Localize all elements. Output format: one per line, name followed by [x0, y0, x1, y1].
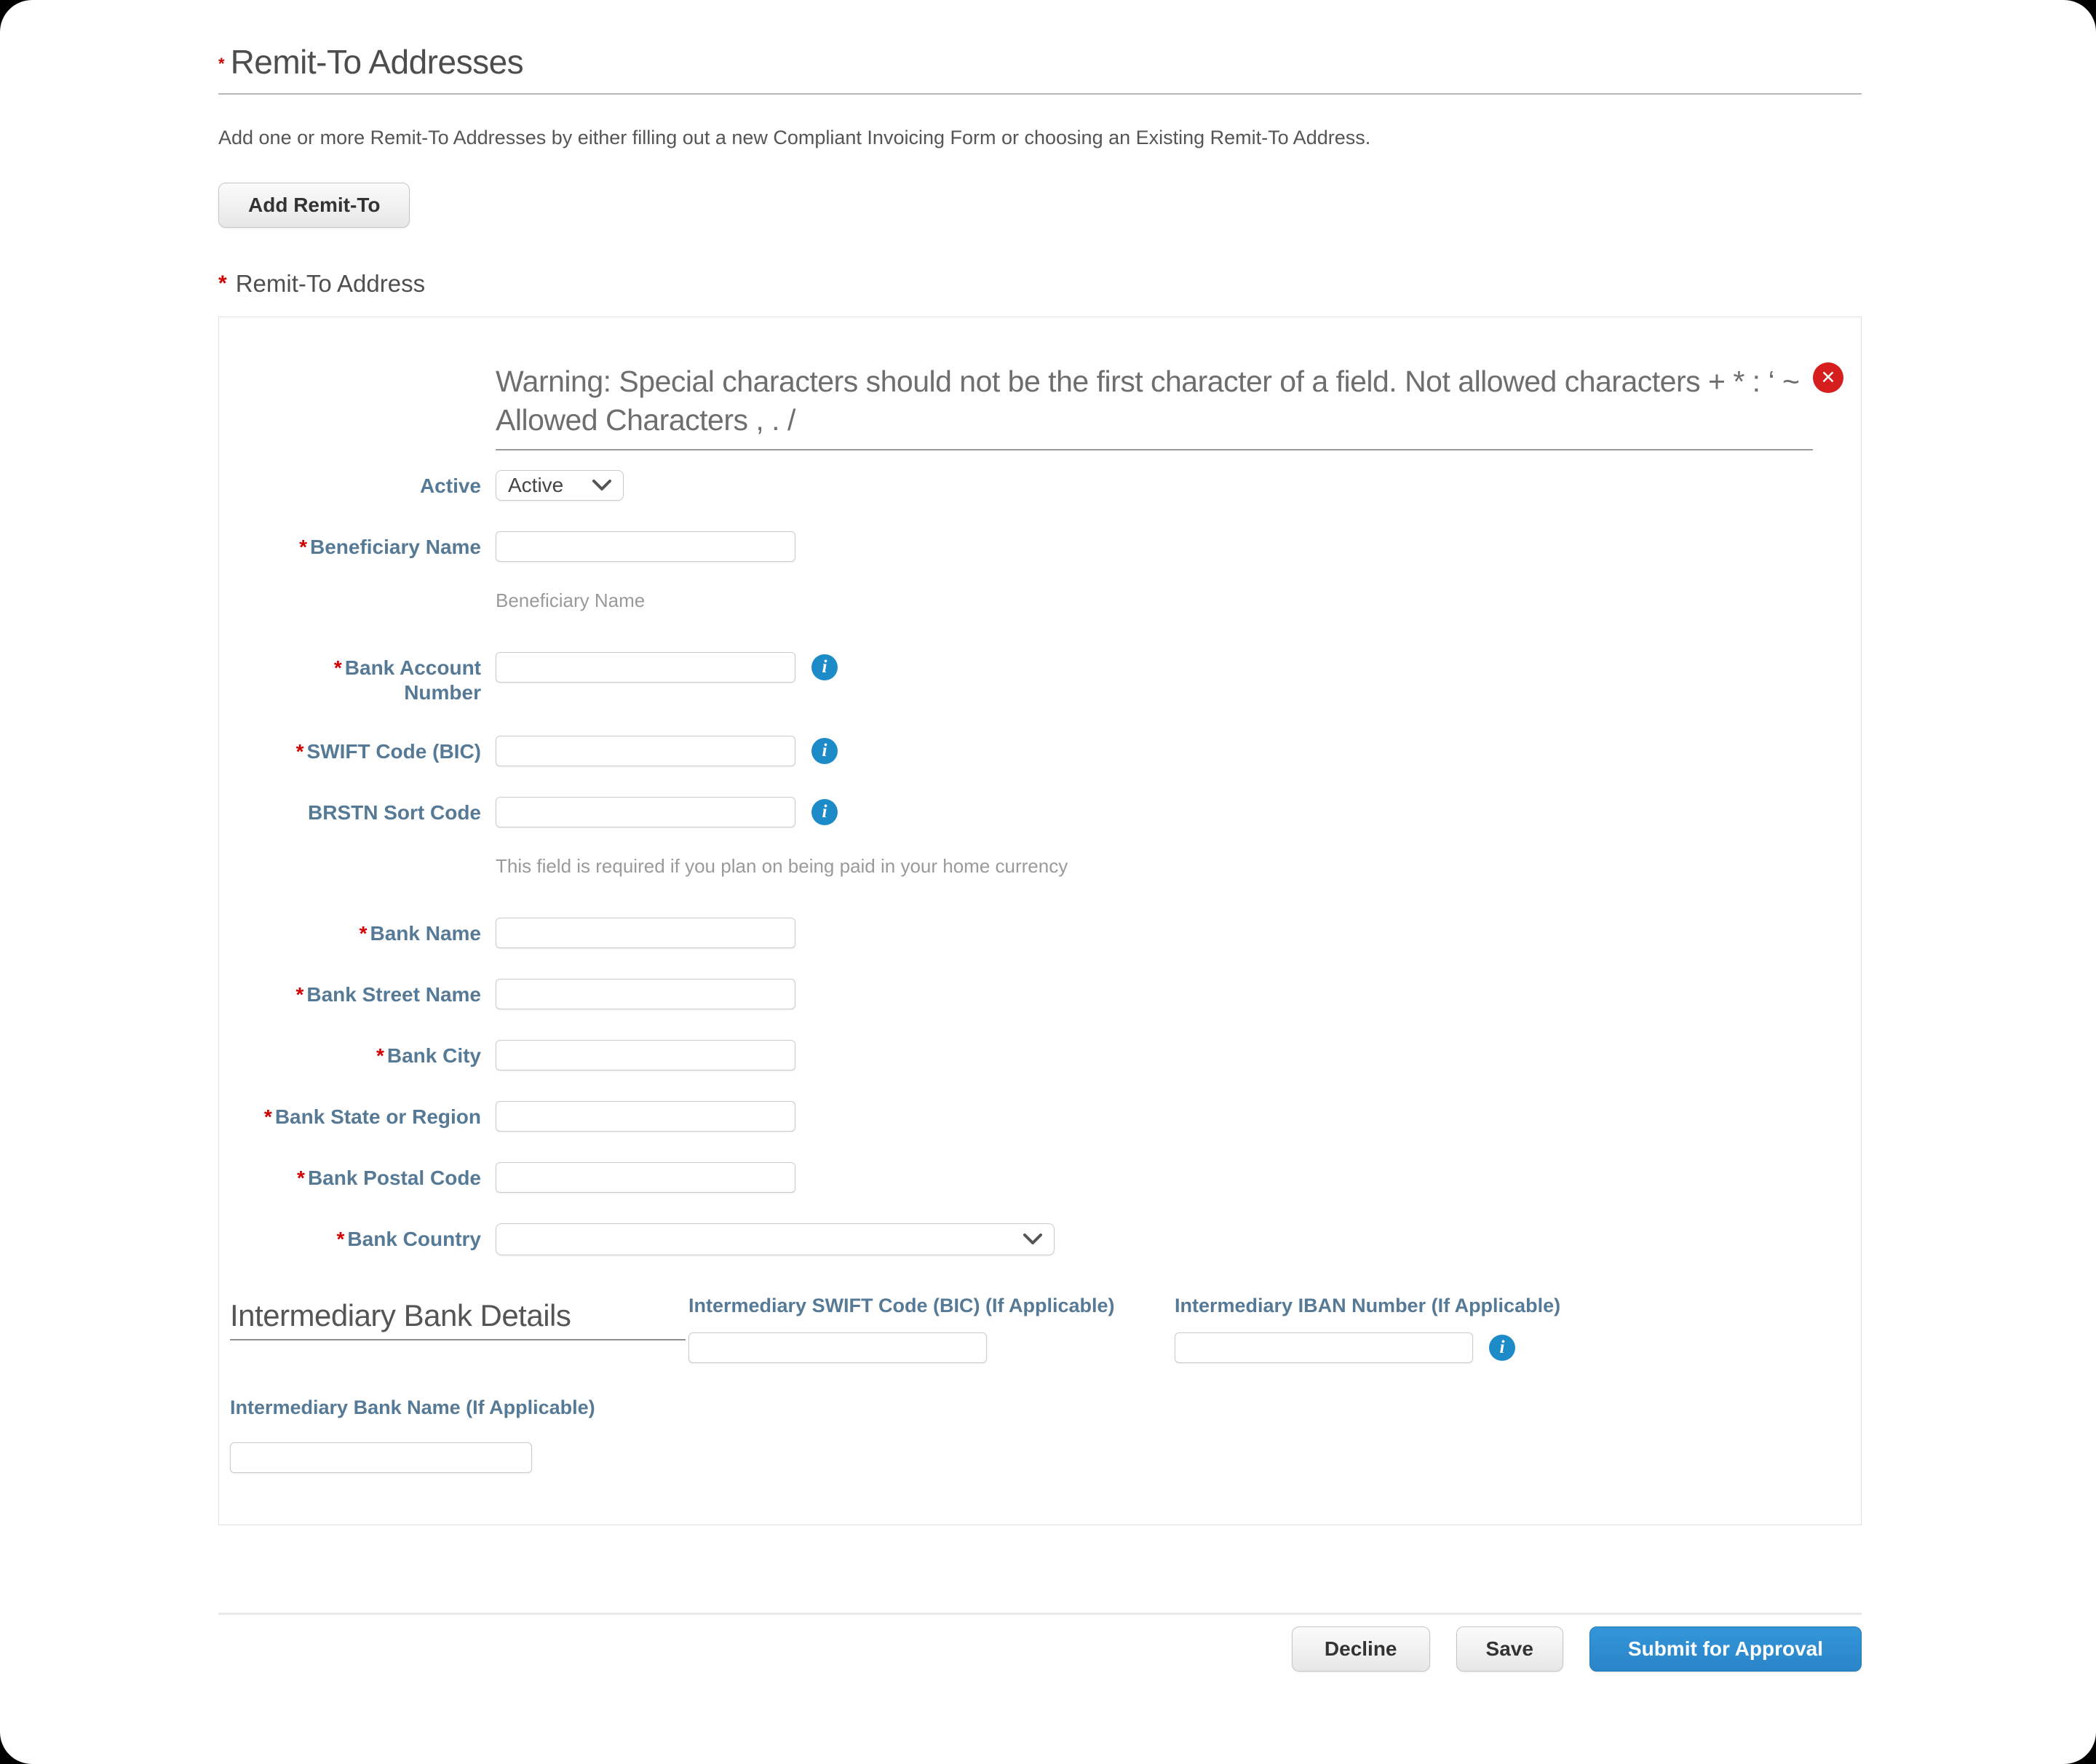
- form-row-bank-state: [219, 1101, 1861, 1132]
- bank-city-label: * Bank City: [376, 1044, 481, 1067]
- footer-divider: [218, 1613, 1862, 1615]
- bank-street-name-label: * Bank Street Name: [295, 982, 481, 1006]
- required-marker: *: [263, 1105, 272, 1128]
- form-row-swift-code: [219, 736, 1861, 766]
- form-row-bank-postal-code: [219, 1162, 1861, 1193]
- active-select[interactable]: [496, 470, 624, 501]
- form-row-bank-street-name: [219, 979, 1861, 1009]
- swift-code-input[interactable]: [496, 736, 795, 766]
- footer-actions: [218, 1626, 1862, 1672]
- add-remit-to-button[interactable]: Add Remit-To: [218, 183, 410, 228]
- bank-country-label: * Bank Country: [336, 1227, 481, 1250]
- info-icon[interactable]: i: [811, 738, 838, 764]
- required-marker: *: [376, 1044, 384, 1067]
- intermediary-bank-name-label: Intermediary Bank Name (If Applicable): [230, 1396, 595, 1418]
- form-row-active: [219, 470, 1861, 501]
- required-marker: *: [359, 921, 368, 945]
- save-button[interactable]: Save: [1456, 1626, 1563, 1672]
- required-marker: *: [333, 656, 342, 679]
- brstn-sort-code-label: BRSTN Sort Code: [308, 800, 481, 824]
- page-description: Add one or more Remit-To Addresses by either filling out a new Compliant Invoicing Form or choosing an Existing Remit-To Address.: [218, 127, 1371, 148]
- brstn-sort-code-input[interactable]: [496, 797, 795, 827]
- required-marker: *: [297, 1166, 305, 1189]
- info-icon[interactable]: i: [811, 654, 838, 680]
- required-marker: *: [218, 271, 227, 295]
- chevron-down-icon: [1023, 1233, 1042, 1245]
- intermediary-swift-input[interactable]: [688, 1332, 987, 1363]
- beneficiary-name-input[interactable]: [496, 531, 795, 562]
- remit-to-address-panel: [218, 317, 1862, 1525]
- beneficiary-name-label: * Beneficiary Name: [299, 535, 481, 558]
- bank-postal-code-input[interactable]: [496, 1162, 795, 1193]
- form-row-bank-city: [219, 1040, 1861, 1070]
- intermediary-bank-name-group: [230, 1396, 595, 1473]
- bank-account-number-input[interactable]: [496, 652, 795, 683]
- page-title: Remit-To Addresses: [230, 43, 524, 81]
- intermediary-iban-group: [1175, 1295, 1560, 1363]
- intermediary-swift-group: [688, 1295, 1115, 1363]
- required-marker: *: [295, 739, 304, 763]
- active-select-value: Active: [508, 473, 564, 496]
- form-row-bank-account-number: [219, 652, 1861, 705]
- remit-to-form: [219, 470, 1861, 1484]
- bank-street-name-input[interactable]: [496, 979, 795, 1009]
- beneficiary-name-hint: Beneficiary Name: [496, 589, 646, 611]
- swift-code-label: * SWIFT Code (BIC): [295, 739, 481, 763]
- intermediary-bank-name-input[interactable]: [230, 1442, 532, 1473]
- form-row-bank-name: [219, 918, 1861, 948]
- section-header: [218, 270, 1862, 298]
- warning-message: Warning: Special characters should not be the first character of a field. Not allowed characters + * : ‘ ~ Allowed Characters , . /: [496, 362, 1813, 450]
- form-row-bank-country: [219, 1223, 1861, 1255]
- form-row-brstn-sort-code: [219, 797, 1861, 877]
- brstn-sort-code-hint: This field is required if you plan on being paid in your home currency: [496, 854, 1068, 877]
- bank-country-select[interactable]: [496, 1223, 1055, 1255]
- bank-state-label: * Bank State or Region: [263, 1105, 481, 1128]
- close-warning-icon[interactable]: ✕: [1813, 362, 1843, 393]
- intermediary-bank-details-section: [219, 1295, 1861, 1484]
- bank-state-input[interactable]: [496, 1101, 795, 1132]
- required-marker: *: [336, 1227, 345, 1250]
- chevron-down-icon: [592, 480, 611, 491]
- bank-city-input[interactable]: [496, 1040, 795, 1070]
- bank-postal-code-label: * Bank Postal Code: [297, 1166, 481, 1189]
- intermediary-heading: Intermediary Bank Details: [230, 1298, 686, 1340]
- intermediary-iban-label: Intermediary IBAN Number (If Applicable): [1175, 1294, 1561, 1316]
- required-marker: *: [295, 982, 304, 1006]
- bank-name-input[interactable]: [496, 918, 795, 948]
- title-divider: [218, 93, 1862, 95]
- active-label: Active: [419, 474, 481, 497]
- info-icon[interactable]: i: [1489, 1335, 1515, 1361]
- page-title-row: [218, 42, 1862, 82]
- intermediary-swift-label: Intermediary SWIFT Code (BIC) (If Applicable): [688, 1294, 1115, 1316]
- required-marker: *: [299, 535, 307, 558]
- section-title: Remit-To Address: [235, 270, 426, 297]
- required-marker: *: [218, 55, 225, 73]
- intermediary-iban-input[interactable]: [1175, 1332, 1473, 1363]
- submit-for-approval-button[interactable]: Submit for Approval: [1589, 1626, 1862, 1672]
- form-row-beneficiary-name: [219, 531, 1861, 611]
- bank-name-label: * Bank Name: [359, 921, 481, 945]
- info-icon[interactable]: i: [811, 799, 838, 825]
- decline-button[interactable]: Decline: [1292, 1626, 1430, 1672]
- bank-account-number-label: * Bank Account Number: [333, 656, 481, 704]
